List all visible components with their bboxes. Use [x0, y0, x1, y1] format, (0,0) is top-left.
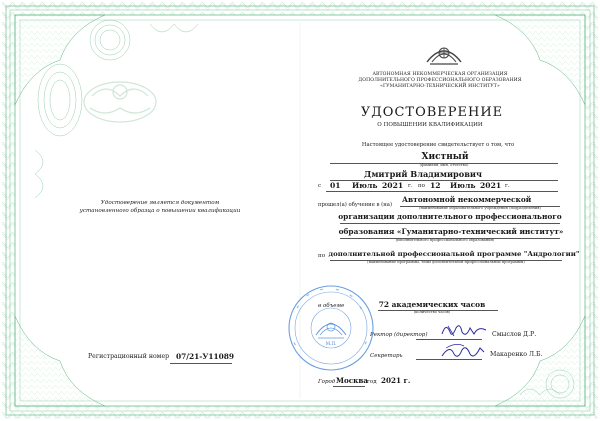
- period-from-day: 01: [330, 181, 341, 190]
- city-label: Город: [318, 379, 336, 385]
- reg-number-label: Регистрационный номер: [88, 353, 170, 360]
- left-note-line-2: установленного образца о повышении квалификации: [79, 208, 241, 214]
- institute-logo-icon: [424, 38, 464, 68]
- period-to-label: по: [418, 183, 425, 189]
- period-to-month: Июль: [450, 181, 476, 190]
- rector-signature-icon: [440, 320, 488, 340]
- institution-underline-2: [340, 223, 560, 224]
- left-note-line-1: Удостоверение является документом: [100, 200, 220, 206]
- program-value: дополнительной профессиональной программе "Андрологии": [328, 250, 580, 258]
- city-value: Москва: [336, 376, 368, 385]
- period-to-year: 2021: [480, 181, 502, 190]
- watermark-emblem-icon: [80, 72, 160, 127]
- document-subtitle: О ПОВЫШЕНИИ КВАЛИФИКАЦИИ: [377, 122, 483, 128]
- org-line-1: АВТОНОМНАЯ НЕКОММЕРЧЕСКАЯ ОРГАНИЗАЦИЯ: [372, 72, 508, 77]
- secretary-name: Макаренко Л.Б.: [490, 351, 543, 358]
- city-underline: [333, 386, 365, 387]
- period-from-year: 2021: [382, 181, 404, 190]
- official-stamp-icon: [286, 283, 376, 373]
- certify-intro: Настоящее удостоверение свидетельствует о том, что: [361, 142, 515, 148]
- document-title: УДОСТОВЕРЕНИЕ: [360, 105, 504, 120]
- org-line-2: ДОПОЛНИТЕЛЬНОГО ПРОФЕССИОНАЛЬНОГО ОБРАЗОВАНИЯ: [358, 78, 522, 83]
- period-from-month: Июль: [352, 181, 378, 190]
- hours-label: в объеме: [318, 303, 345, 309]
- period-underline: [326, 191, 558, 192]
- year-value: 2021 г.: [381, 376, 411, 385]
- period-to-suffix: г.: [505, 183, 510, 189]
- reg-number-value: 07/21-У11089: [176, 352, 235, 361]
- name-caption: (фамилия, имя, отчество): [419, 163, 469, 167]
- program-label: по: [318, 253, 326, 259]
- program-caption: (наименование программы, темы дополнительной профессиональной программы): [367, 260, 525, 264]
- institution-caption-3: дополнительного профессионального образования): [395, 238, 495, 242]
- institution-line-1: Автономной некоммерческой: [402, 195, 532, 204]
- secretary-label: Секретарь: [370, 353, 403, 359]
- period-from-year-suffix: г.: [408, 183, 413, 189]
- institution-label: прошел(а) обучение в (на): [318, 202, 393, 208]
- rector-label: Ректор (директор): [370, 332, 428, 338]
- secretary-signature-icon: [440, 340, 486, 362]
- hours-value: 72 академических часов: [378, 300, 486, 309]
- stamp-mp-label: М.П.: [325, 341, 337, 346]
- institution-line-3: образования «Гуманитарно-технический институт»: [338, 227, 564, 236]
- period-from-label: с: [318, 183, 322, 189]
- person-given-names: Дмитрий Владимирович: [364, 169, 482, 179]
- hours-caption: (количество часов): [413, 310, 451, 314]
- institution-caption-1: (наименование образовательного учреждения (подразделения): [419, 206, 541, 210]
- person-surname: Хистный: [421, 152, 469, 162]
- org-line-3: «ГУМАНИТАРНО-ТЕХНИЧЕСКИЙ ИНСТИТУТ»: [380, 84, 500, 89]
- period-to-day: 12: [430, 181, 441, 190]
- reg-number-underline: [170, 363, 232, 364]
- year-label: год: [367, 379, 377, 385]
- rector-name: Смыслов Д.Р.: [492, 331, 537, 338]
- institution-line-2: организации дополнительного профессионального: [338, 212, 562, 221]
